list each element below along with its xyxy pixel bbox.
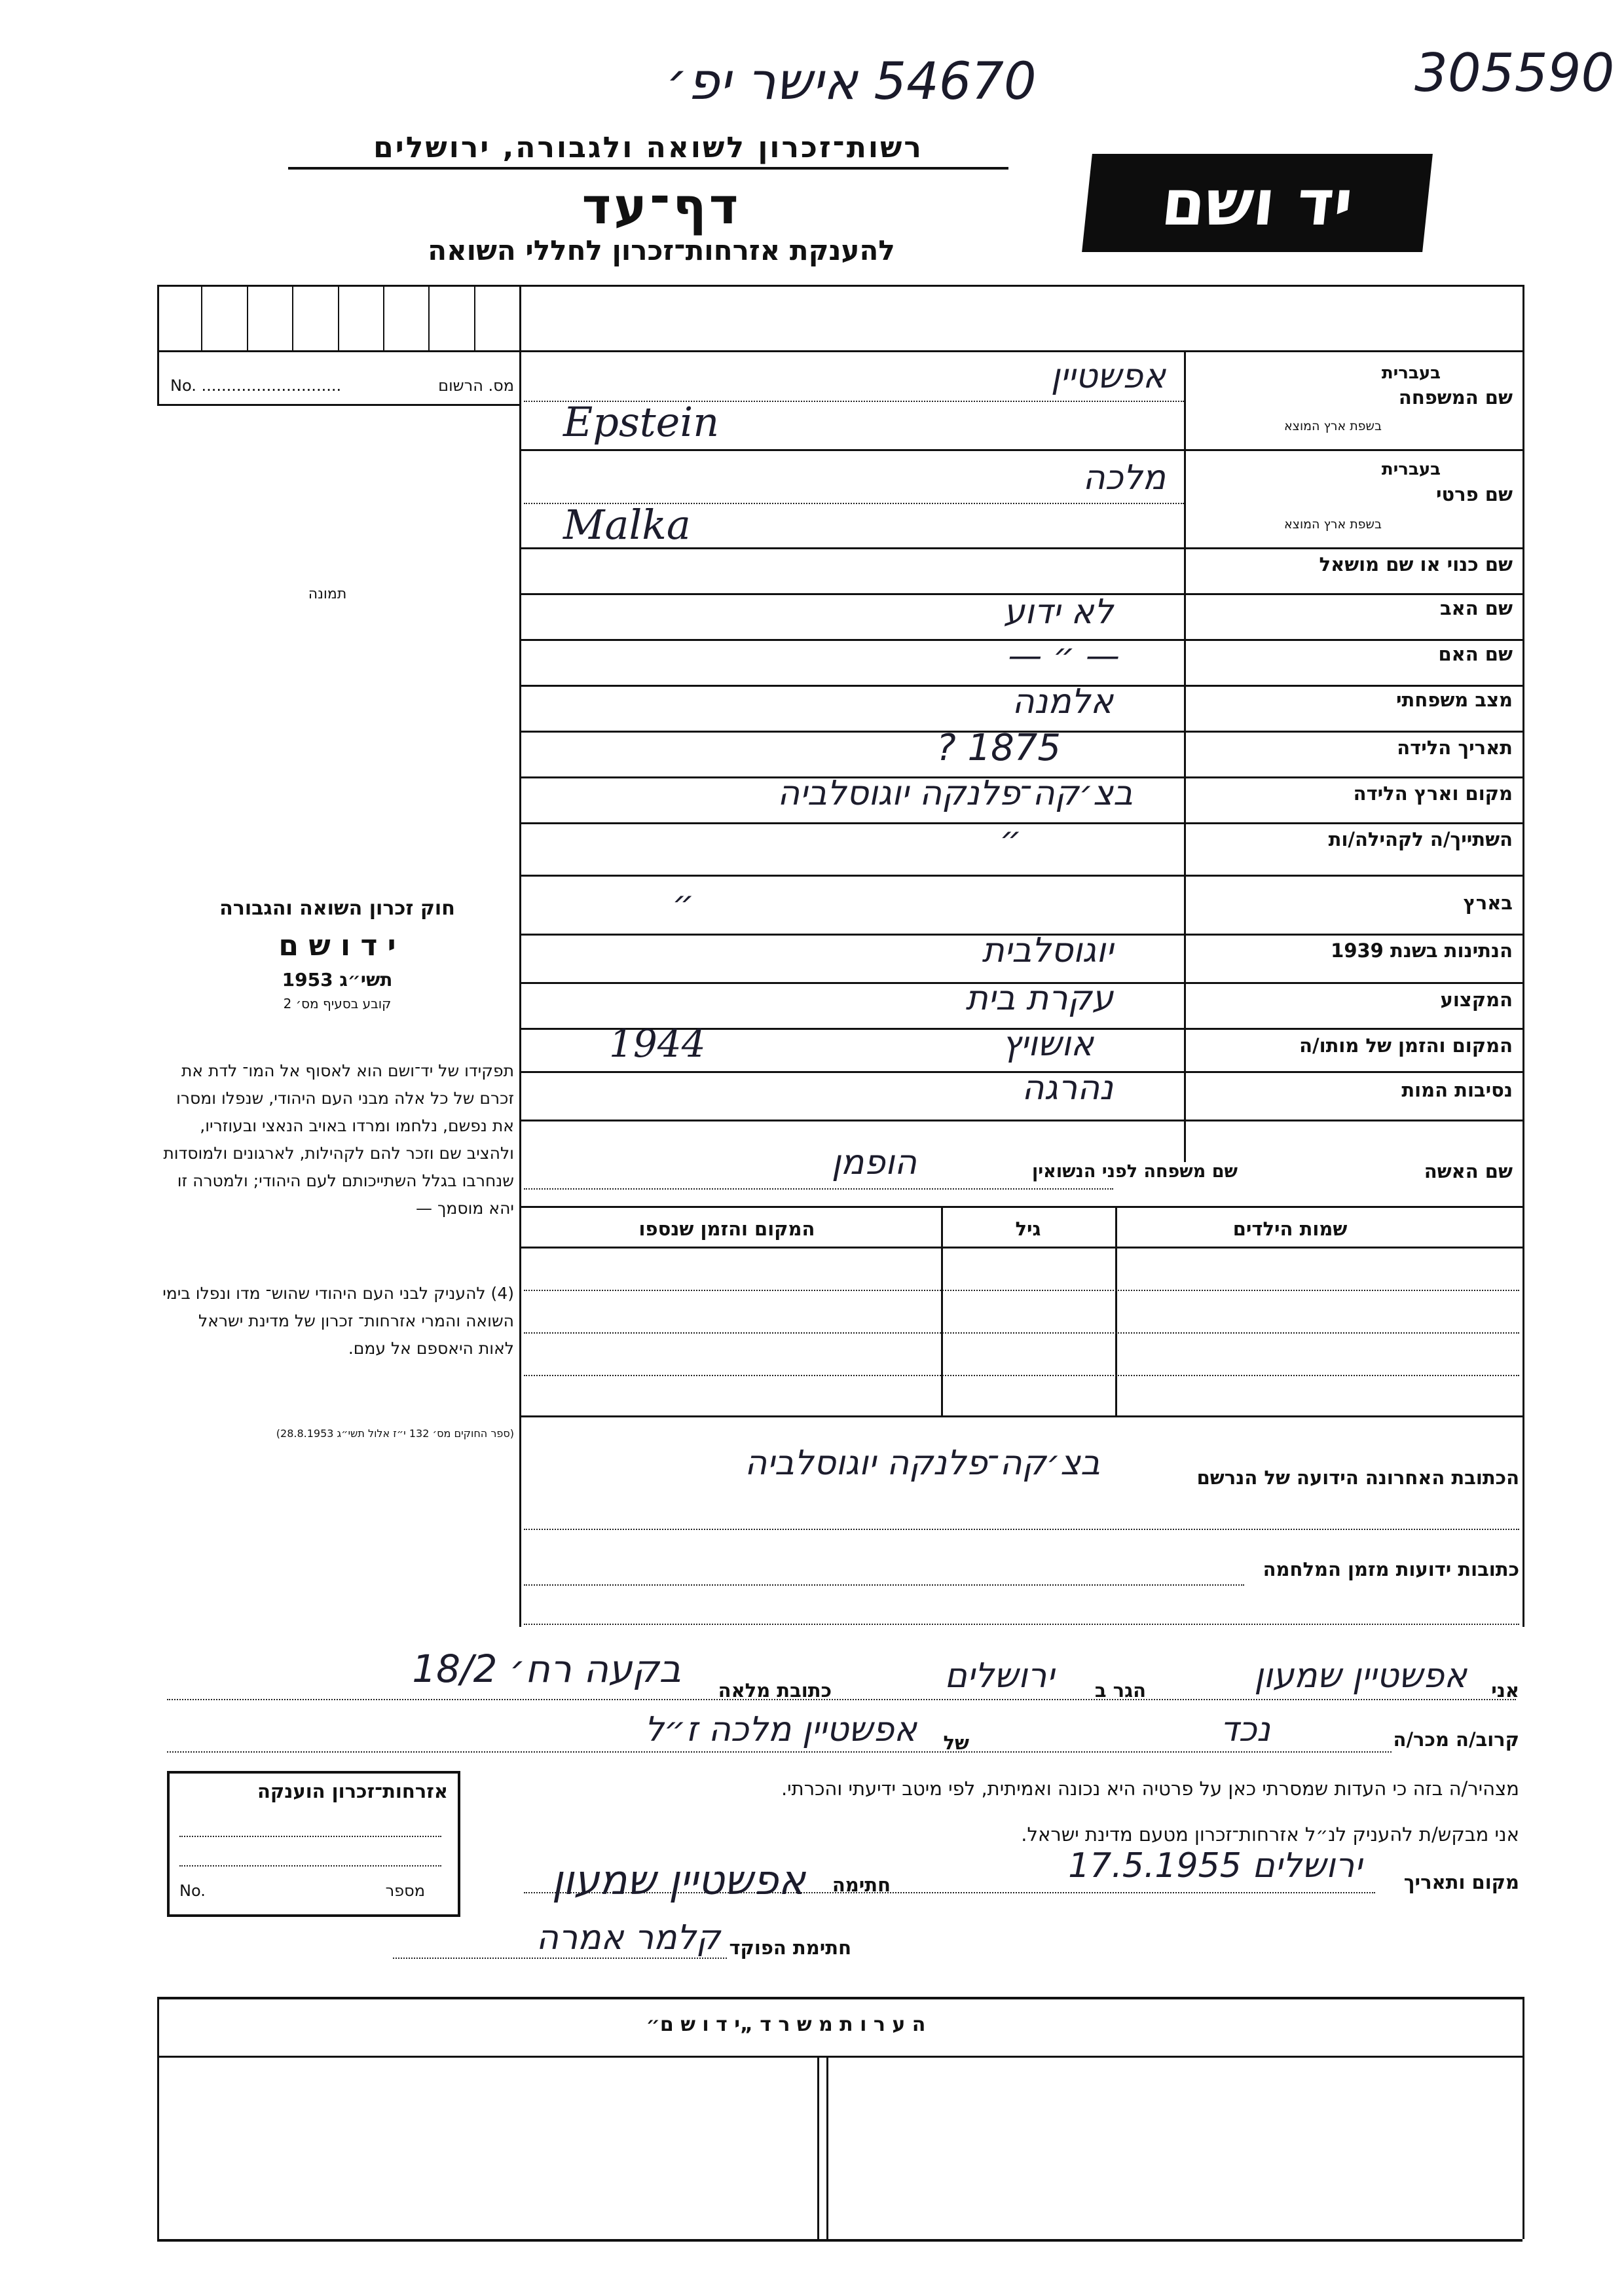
label-family-hebrew: בעברית <box>1381 363 1441 383</box>
value-in-country: ״ <box>672 884 694 923</box>
registry-boxes <box>157 285 519 350</box>
granted-box-number-label: מספר <box>385 1882 425 1900</box>
value-marital-status: אלמנה <box>1012 682 1113 721</box>
photo-label: תמונה <box>308 586 347 602</box>
decl-declarant-name: אפשטיין שמעון <box>1254 1656 1467 1696</box>
decl-city: ירושלים <box>944 1656 1054 1696</box>
registry-number-label: מס. הרשום <box>438 376 514 395</box>
decl-signature-label: חתימה <box>832 1874 891 1896</box>
decl-resident-label: הגר ב <box>1094 1679 1146 1702</box>
label-mother-name: שם האם <box>1438 643 1513 665</box>
value-first-name-hebrew: מלכה <box>1082 458 1166 498</box>
law-text: תפקידו של יד־ושם הוא לאסוף אל המו־ לדת את זכרם של כל אלה מבני העם היהודי, שנפלו ומסרו את נפשם, נלחמו ומרדו באויב הנאצי ובעוזריו, ולהציב שם וזכר להם לקהילות, לארגונים ולמוסדות שנחרבו בגלל השתייכותם לעם היהודי; ולמטרה זו יהא מוסמך — <box>163 1061 514 1218</box>
law-year: תשי״ג 1953 <box>282 969 393 991</box>
law-name: י ד ו ש ם <box>278 929 396 962</box>
law-text-clause-4: (4) להעניק לבני העם היהודי שהוש־ מדו ונפלו בימי השואה והמרי אזרחות־ זכרון של מדינת ישראל לאות היאספם אל עמם. <box>162 1284 514 1358</box>
value-last-address: בצ׳קה־פלנקה יוגוסלביה <box>745 1444 1100 1483</box>
registry-no-label: No. ............................ <box>170 376 342 395</box>
decl-i-label: אני <box>1491 1679 1519 1702</box>
page-title: דף־עד <box>581 177 741 235</box>
value-father-name: לא ידוע <box>1003 592 1113 632</box>
decl-deceased: אפשטיין מלכה ז״ל <box>644 1710 917 1749</box>
label-first-hebrew: בעברית <box>1381 460 1441 479</box>
law-clause: קובע בסעיף מס׳ 2 <box>283 996 392 1011</box>
law-source: (ספר החוקים מס׳ 132 י״ז אלול תשי״ג 28.8.1953) <box>276 1427 514 1440</box>
value-first-name-origin: Malka <box>563 501 691 549</box>
label-death-circumstances: נסיבות המות <box>1401 1079 1513 1101</box>
label-community: השתייך/ה לקהילה/ות <box>1328 828 1513 850</box>
label-nickname: שם כנוי או שם מושאל <box>1319 553 1513 575</box>
label-birth-date: תאריך הלידה <box>1397 737 1513 759</box>
decl-declare-text: מצהיר/ה בזה כי העדות שמסרתי כאן על פרטיה היא נכונה ואמיתית, לפי מיטב ידיעתי והכרתי. <box>781 1777 1519 1800</box>
value-birth-date: 1875 ? <box>936 727 1061 769</box>
decl-place-date: ירושלים 17.5.1955 <box>1068 1846 1362 1886</box>
value-citizenship-1939: יוגוסלבית <box>982 931 1113 970</box>
label-wife-name: שם האשה <box>1424 1160 1513 1182</box>
decl-relative-label: קרוב/ה מכר/ה <box>1393 1728 1519 1751</box>
label-first-name: שם פרטי <box>1435 483 1513 505</box>
decl-signature: אפשטיין שמעון <box>551 1856 805 1904</box>
label-maiden-name: שם משפחה לפני הנשואין <box>1031 1161 1238 1182</box>
decl-relation: נכד <box>1220 1710 1270 1749</box>
decl-request-text: אני מבקש/ת להעניק לנ״ל אזרחות־זכרון מטעם מדינת ישראל. <box>1021 1823 1519 1846</box>
value-maiden-name: הופמן <box>831 1143 917 1182</box>
decl-of-label: של <box>943 1732 969 1754</box>
value-death-year: 1944 <box>609 1021 706 1066</box>
decl-place-date-label: מקום ותאריך <box>1403 1871 1519 1893</box>
label-family-origin: בשפת ארץ המוצא <box>1283 419 1382 433</box>
label-last-address: הכתובת האחרונה הידועה של הנרשם <box>1196 1467 1519 1489</box>
label-first-origin: בשפת ארץ המוצא <box>1283 517 1382 532</box>
value-birth-place: בצ׳קה־פלנקה יוגוסלביה <box>777 774 1133 813</box>
logo-text: יד ושם <box>1158 166 1357 240</box>
label-in-country: בארץ <box>1463 892 1513 914</box>
page-number: 305590 <box>1414 43 1615 103</box>
handwritten-reference: 54670 אישר יפ׳ <box>666 52 1037 111</box>
yad-vashem-logo <box>1082 154 1433 252</box>
citizenship-granted-box <box>167 1771 460 1917</box>
authority-title: רשות־זכרון לשואה ולגבורה, ירושלים <box>288 131 1008 170</box>
remarks-title: ה ע ר ו ת מ ש ר ד „י ד ו ש ם״ <box>646 2013 926 2036</box>
decl-officer-signature-label: חתימת הפוקד <box>729 1937 851 1959</box>
label-wartime-addresses: כתובות ידועות מזמן המלחמה <box>1263 1558 1519 1580</box>
label-death-place-time: המקום והזמן של מותו/ה <box>1299 1034 1513 1057</box>
label-profession: המקצוע <box>1440 989 1513 1011</box>
law-title: חוק זכרון השואה והגבורה <box>219 897 455 920</box>
header-place-time-perished: המקום והזמן שנספו <box>638 1218 815 1240</box>
label-father-name: שם האב <box>1439 597 1513 619</box>
label-marital-status: מצב משפחתי <box>1395 689 1513 711</box>
value-profession: עקרת בית <box>965 979 1113 1018</box>
label-family-name: שם המשפחה <box>1398 386 1513 409</box>
law-block <box>160 897 514 1011</box>
value-death-circumstances: נהרגה <box>1022 1068 1113 1108</box>
header-age: גיל <box>1015 1218 1041 1240</box>
value-mother-name: — ״ — <box>1008 636 1120 676</box>
page-subtitle: להענקת אזרחות־זכרון לחללי השואה <box>428 234 895 266</box>
label-birth-place: מקום וארץ הלידה <box>1353 782 1513 805</box>
granted-box-title: אזרחות־זכרון הוענקה <box>257 1780 448 1802</box>
decl-full-address: בקעה רח׳ 18/2 <box>412 1647 681 1691</box>
decl-address-label: כתובת מלאה <box>718 1679 832 1702</box>
label-citizenship-1939: הנתינות בשנת 1939 <box>1331 939 1513 962</box>
value-family-name-origin: Epstein <box>563 398 720 446</box>
value-family-name-hebrew: אפשטיין <box>1050 357 1166 396</box>
value-community: ״ <box>999 820 1022 859</box>
decl-officer-signature: קלמר אמרה <box>536 1918 720 1958</box>
granted-box-no: No. <box>179 1882 206 1900</box>
header-children-names: שמות הילדים <box>1232 1218 1348 1240</box>
value-death-place: אושויץ <box>1002 1025 1094 1064</box>
